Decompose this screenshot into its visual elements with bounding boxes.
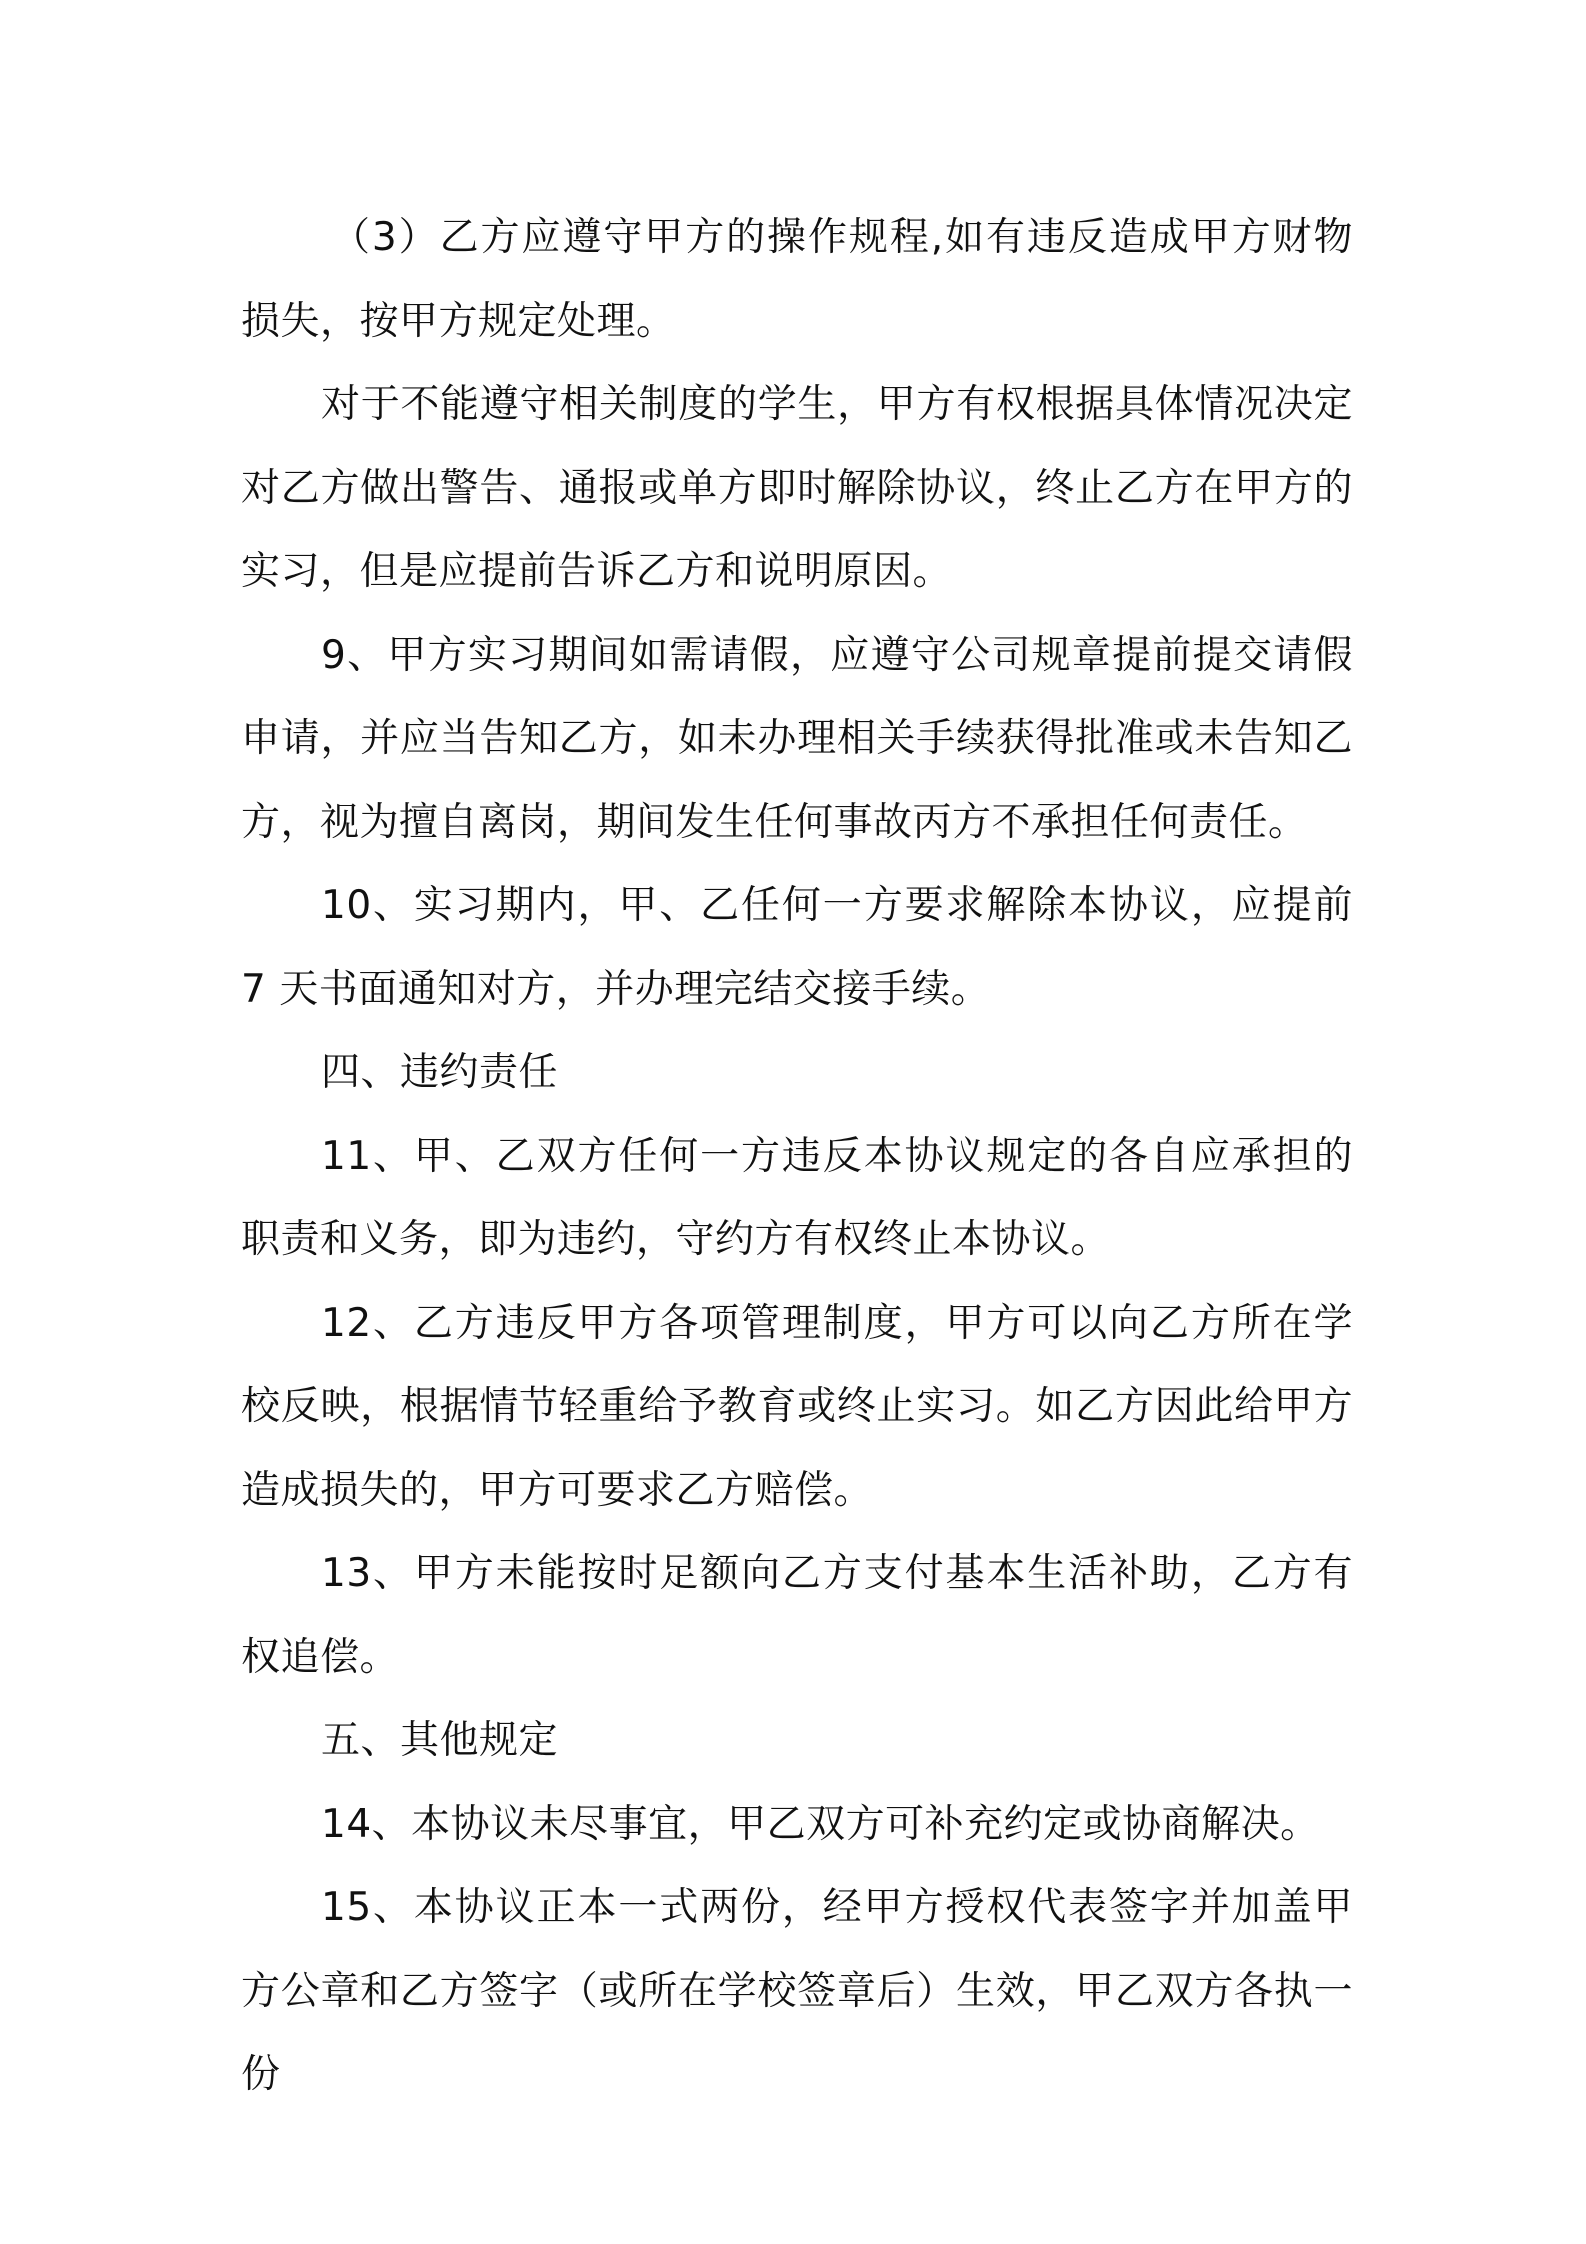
paragraph-clause-11: 11、甲、乙双方任何一方违反本协议规定的各自应承担的职责和义务，即为违约，守约方有权终止本协议。 [241, 1133, 1353, 1262]
paragraph-clause-13: 13、甲方未能按时足额向乙方支付基本生活补助，乙方有权追偿。 [241, 1551, 1353, 1680]
paragraph-clause-15: 15、本协议正本一式两份，经甲方授权代表签字并加盖甲方公章和乙方签字（或所在学校签章后）生效，甲乙双方各执一份 [241, 1885, 1353, 2097]
section-heading-breach: 四、违约责任 [321, 1050, 559, 1095]
section-heading-other: 五、其他规定 [321, 1718, 559, 1763]
paragraph-clause-9: 9、甲方实习期间如需请假，应遵守公司规章提前提交请假申请，并应当告知乙方，如未办理相关手续获得批准或未告知乙方，视为擅自离岗，期间发生任何事故丙方不承担任何责任。 [241, 632, 1353, 845]
paragraph-clause-10: 10、实习期内，甲、乙任何一方要求解除本协议，应提前 7 天书面通知对方，并办理完结交接手续。 [241, 883, 1353, 1012]
paragraph-clause-14: 14、本协议未尽事宜，甲乙双方可补充约定或协商解决。 [321, 1801, 1320, 1847]
paragraph-discipline: 对于不能遵守相关制度的学生，甲方有权根据具体情况决定对乙方做出警告、通报或单方即时解除协议，终止乙方在甲方的实习，但是应提前告诉乙方和说明原因。 [241, 382, 1353, 594]
paragraph-clause-12: 12、乙方违反甲方各项管理制度，甲方可以向乙方所在学校反映，根据情节轻重给予教育或终止实习。如乙方因此给甲方造成损失的，甲方可要求乙方赔偿。 [241, 1300, 1353, 1513]
paragraph-clause-3: （3）乙方应遵守甲方的操作规程,如有违反造成甲方财物损失，按甲方规定处理。 [241, 215, 1353, 344]
document-body [241, 196, 1353, 2117]
